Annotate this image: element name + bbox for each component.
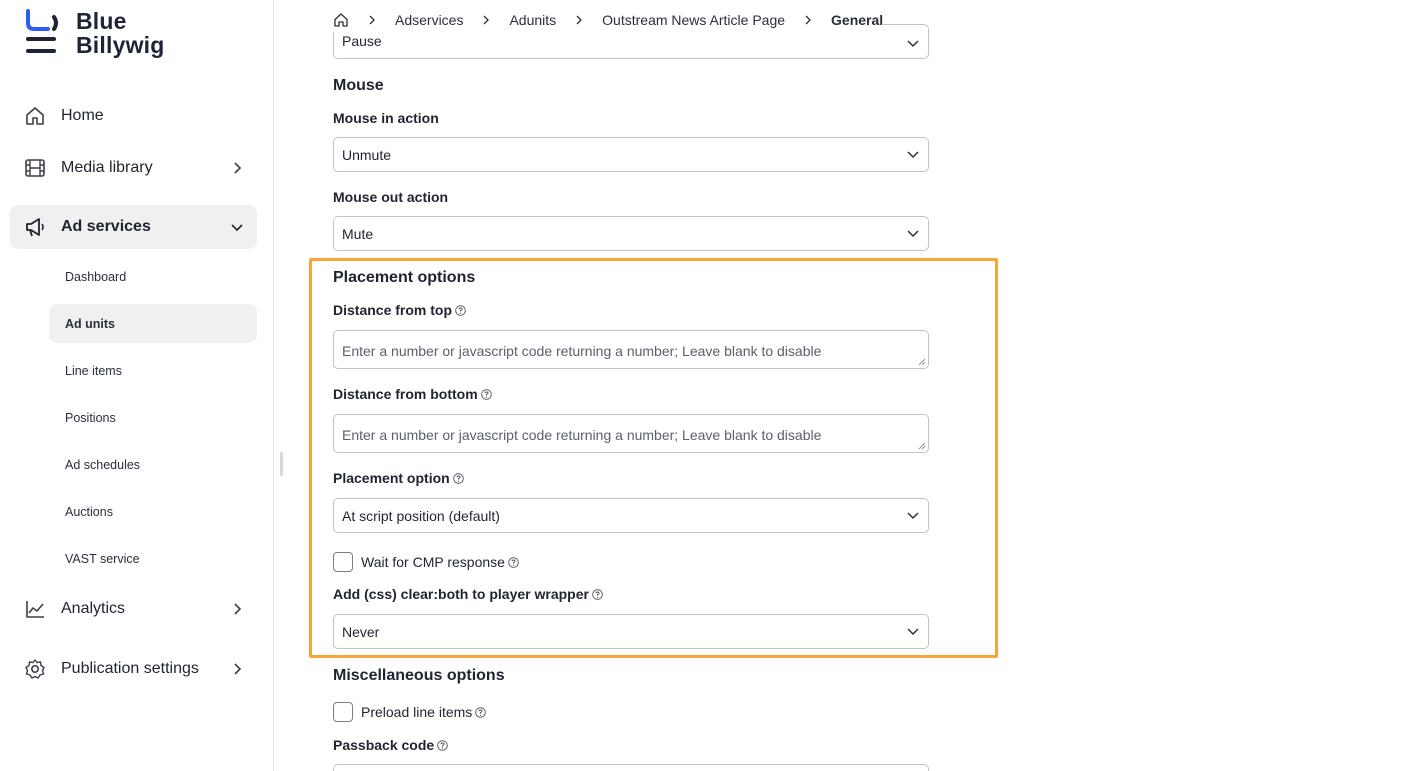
- help-icon[interactable]: [481, 389, 492, 400]
- chevron-down-icon: [907, 627, 919, 637]
- preload-checkbox[interactable]: [333, 702, 353, 722]
- brand-line-2: Billywig: [76, 32, 165, 58]
- sidebar-item-label: Analytics: [61, 600, 126, 617]
- sub-item-ad-schedules[interactable]: [49, 445, 257, 484]
- sidebar-item-ad-services[interactable]: [10, 205, 257, 249]
- placement-option-label: [333, 470, 464, 486]
- sidebar: [0, 0, 274, 771]
- sub-item-label: Dashboard: [65, 269, 127, 284]
- megaphone-icon: [24, 216, 46, 238]
- sub-item-label: Line items: [65, 363, 122, 378]
- help-icon[interactable]: [455, 305, 466, 316]
- input-placeholder: Enter a number or javascript code returning a number; Leave blank to disable: [342, 427, 822, 443]
- mouse-section-title: Mouse: [333, 77, 384, 94]
- sub-item-dashboard[interactable]: [49, 257, 257, 296]
- sub-item-label: Positions: [65, 410, 116, 425]
- gear-icon: [24, 658, 46, 680]
- sidebar-resize-handle[interactable]: [280, 452, 283, 476]
- label-text: Passback code: [333, 737, 435, 753]
- sub-item-vast-service[interactable]: [49, 539, 257, 578]
- chevron-right-icon: [574, 15, 584, 25]
- sidebar-item-label: Ad services: [61, 218, 151, 235]
- sidebar-item-label: Publication settings: [61, 660, 199, 677]
- breadcrumb-adunits[interactable]: Adunits: [509, 12, 557, 28]
- sub-item-line-items[interactable]: [49, 351, 257, 390]
- sub-item-label: Auctions: [65, 504, 113, 519]
- label-text: Placement option: [333, 470, 450, 486]
- misc-section-title: Miscellaneous options: [333, 667, 505, 684]
- select-value: Never: [342, 623, 380, 640]
- mouse-out-label: [333, 189, 448, 205]
- mouse-out-select[interactable]: [333, 216, 929, 251]
- sub-item-label: Ad units: [65, 316, 115, 331]
- wait-cmp-row: [333, 552, 519, 572]
- breadcrumb: [333, 8, 883, 32]
- sidebar-item-label: Home: [61, 107, 104, 124]
- passback-code-editor[interactable]: [333, 764, 929, 771]
- placement-section-title: Placement options: [333, 269, 476, 286]
- logo-mark-icon: [24, 9, 60, 55]
- distance-top-label: [333, 302, 466, 318]
- preload-row: [333, 702, 486, 722]
- label-text: Mouse in action: [333, 110, 439, 126]
- sidebar-item-analytics[interactable]: [10, 587, 257, 631]
- help-icon[interactable]: [592, 589, 603, 600]
- mouse-in-label: [333, 110, 439, 126]
- passback-label: [333, 737, 448, 753]
- chevron-right-icon: [231, 603, 243, 615]
- distance-bottom-input[interactable]: [333, 414, 929, 453]
- sidebar-item-label: Media library: [61, 159, 153, 176]
- placement-option-select[interactable]: [333, 498, 929, 533]
- chevron-right-icon: [367, 15, 377, 25]
- sidebar-item-home[interactable]: [10, 94, 257, 138]
- breadcrumb-adunit-name[interactable]: Outstream News Article Page: [602, 12, 786, 28]
- help-icon[interactable]: [437, 740, 448, 751]
- sub-item-label: VAST service: [65, 551, 140, 566]
- chevron-down-icon: [231, 221, 243, 233]
- label-text: Add (css) clear:both to player wrapper: [333, 586, 589, 602]
- sub-item-auctions[interactable]: [49, 492, 257, 531]
- chevron-down-icon: [907, 511, 919, 521]
- sub-item-ad-units[interactable]: [49, 304, 257, 343]
- help-icon[interactable]: [508, 557, 519, 568]
- help-icon[interactable]: [475, 707, 486, 718]
- label-text: Mouse out action: [333, 189, 449, 205]
- chevron-down-icon: [907, 150, 919, 160]
- label-text: Distance from top: [333, 302, 453, 318]
- clear-both-label: [333, 586, 603, 602]
- checkbox-label: Wait for CMP response: [361, 554, 505, 570]
- clear-both-select[interactable]: [333, 614, 929, 649]
- distance-bottom-label: [333, 386, 492, 402]
- breadcrumb-current: General: [831, 12, 884, 28]
- input-placeholder: Enter a number or javascript code returning a number; Leave blank to disable: [342, 343, 822, 359]
- chart-icon: [24, 598, 46, 620]
- sub-item-label: Ad schedules: [65, 457, 141, 472]
- resize-grip-icon[interactable]: [918, 358, 926, 366]
- chevron-right-icon: [481, 15, 491, 25]
- sidebar-item-publication-settings[interactable]: [10, 647, 257, 691]
- sub-item-positions[interactable]: [49, 398, 257, 437]
- chevron-right-icon: [231, 663, 243, 675]
- select-value: At script position (default): [342, 507, 500, 524]
- select-value: Pause: [342, 33, 382, 49]
- brand-logo[interactable]: [24, 9, 194, 61]
- sidebar-item-media-library[interactable]: [10, 146, 257, 190]
- label-text: Distance from bottom: [333, 386, 478, 402]
- home-icon[interactable]: [333, 12, 349, 28]
- checkbox-label: Preload line items: [361, 704, 473, 720]
- chevron-right-icon: [231, 162, 243, 174]
- chevron-down-icon: [907, 229, 919, 239]
- chevron-down-icon: [907, 39, 919, 49]
- home-icon: [24, 105, 46, 127]
- brand-line-1: Blue: [76, 8, 127, 34]
- select-value: Unmute: [342, 146, 392, 163]
- wait-cmp-checkbox[interactable]: [333, 552, 353, 572]
- mouse-in-select[interactable]: [333, 137, 929, 172]
- brand-wordmark: [76, 9, 165, 57]
- film-icon: [24, 157, 46, 179]
- help-icon[interactable]: [453, 473, 464, 484]
- chevron-right-icon: [803, 15, 813, 25]
- select-value: Mute: [342, 225, 374, 242]
- main-content: [333, 0, 1033, 771]
- breadcrumb-adservices[interactable]: Adservices: [395, 12, 464, 28]
- distance-top-input[interactable]: [333, 330, 929, 369]
- resize-grip-icon[interactable]: [918, 442, 926, 450]
